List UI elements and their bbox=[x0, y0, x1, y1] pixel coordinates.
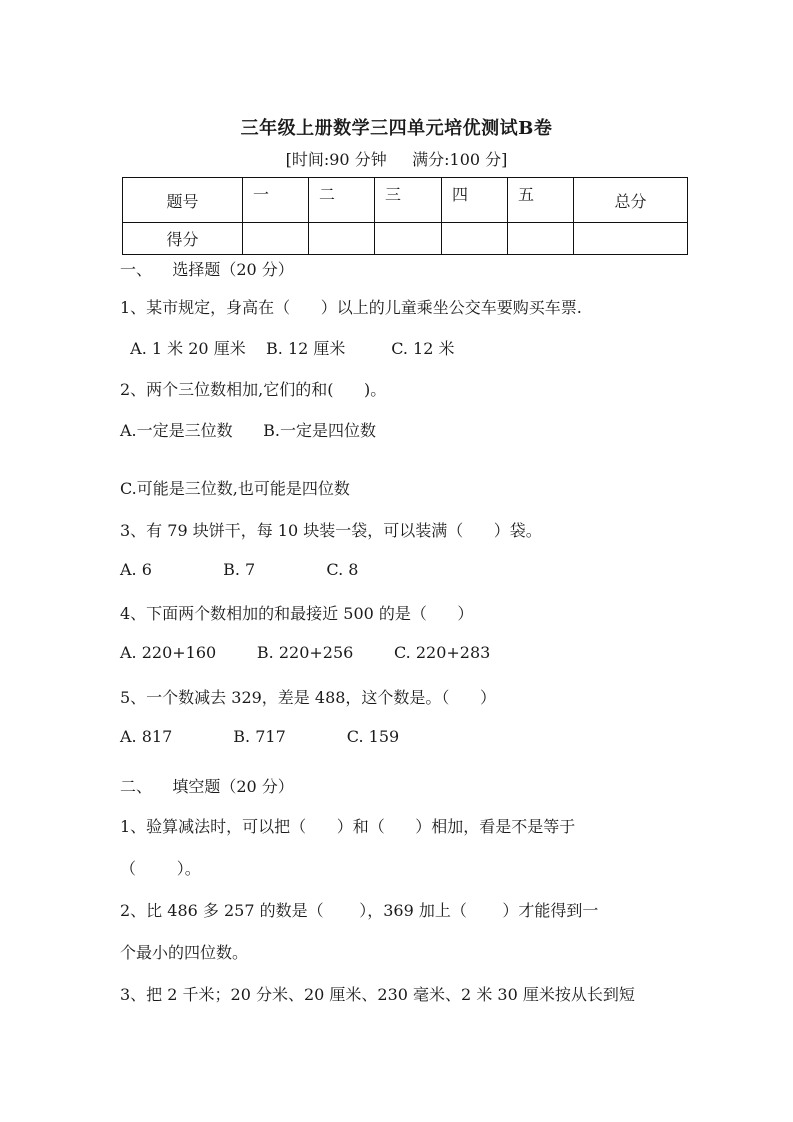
cell-score-1[interactable] bbox=[243, 223, 309, 255]
score-table bbox=[122, 177, 688, 255]
cell-score-label: 得分 bbox=[123, 223, 243, 255]
fill-question-2: 2、比 486 多 257 的数是（ ），369 加上（ ）才能得到一 bbox=[120, 901, 599, 920]
cell-score-3[interactable] bbox=[375, 223, 442, 255]
question-5-options: A. 817 B. 717 C. 159 bbox=[120, 727, 400, 746]
fill-question-3: 3、把 2 千米；20 分米、20 厘米、230 毫米、2 米 30 厘米按从长到短 bbox=[120, 985, 635, 1004]
cell-total-label: 总分 bbox=[574, 178, 688, 223]
section-heading-fill-in: 二、 填空题（20 分） bbox=[120, 777, 294, 796]
cell-section-4: 四 bbox=[442, 178, 508, 223]
cell-score-2[interactable] bbox=[309, 223, 375, 255]
score-table-score-row bbox=[123, 223, 688, 255]
fill-question-1-cont: （ ）。 bbox=[120, 859, 201, 878]
cell-score-5[interactable] bbox=[508, 223, 574, 255]
question-4-options: A. 220+160 B. 220+256 C. 220+283 bbox=[120, 643, 491, 662]
exam-info: [时间:90 分钟 满分:100 分] bbox=[285, 150, 508, 169]
cell-section-5: 五 bbox=[508, 178, 574, 223]
fill-question-1: 1、验算减法时，可以把（ ）和（ ）相加，看是不是等于 bbox=[120, 817, 576, 836]
cell-question-number-label: 题号 bbox=[123, 178, 243, 223]
cell-section-1: 一 bbox=[243, 178, 309, 223]
question-2-option-c: C.可能是三位数,也可能是四位数 bbox=[120, 479, 350, 498]
cell-section-3: 三 bbox=[375, 178, 442, 223]
fill-question-2-cont: 个最小的四位数。 bbox=[120, 943, 249, 962]
question-5: 5、一个数减去 329，差是 488，这个数是。（ ） bbox=[120, 688, 496, 707]
question-1: 1、某市规定，身高在（ ）以上的儿童乘坐公交车要购买车票. bbox=[120, 298, 582, 317]
cell-section-2: 二 bbox=[309, 178, 375, 223]
question-3-options: A. 6 B. 7 C. 8 bbox=[120, 560, 359, 579]
score-table-header-row bbox=[123, 178, 688, 223]
question-4: 4、下面两个数相加的和最接近 500 的是（ ） bbox=[120, 604, 474, 623]
section-heading-multiple-choice: 一、 选择题（20 分） bbox=[120, 260, 294, 279]
question-3: 3、有 79 块饼干，每 10 块装一袋，可以装满（ ）袋。 bbox=[120, 521, 542, 540]
question-1-options: A. 1 米 20 厘米 B. 12 厘米 C. 12 米 bbox=[120, 339, 455, 358]
question-2-options-ab: A.一定是三位数 B.一定是四位数 bbox=[120, 421, 377, 440]
cell-score-4[interactable] bbox=[442, 223, 508, 255]
document-title: 三年级上册数学三四单元培优测试B卷 bbox=[240, 118, 553, 139]
cell-score-total[interactable] bbox=[574, 223, 688, 255]
question-2: 2、两个三位数相加,它们的和( )。 bbox=[120, 380, 387, 399]
